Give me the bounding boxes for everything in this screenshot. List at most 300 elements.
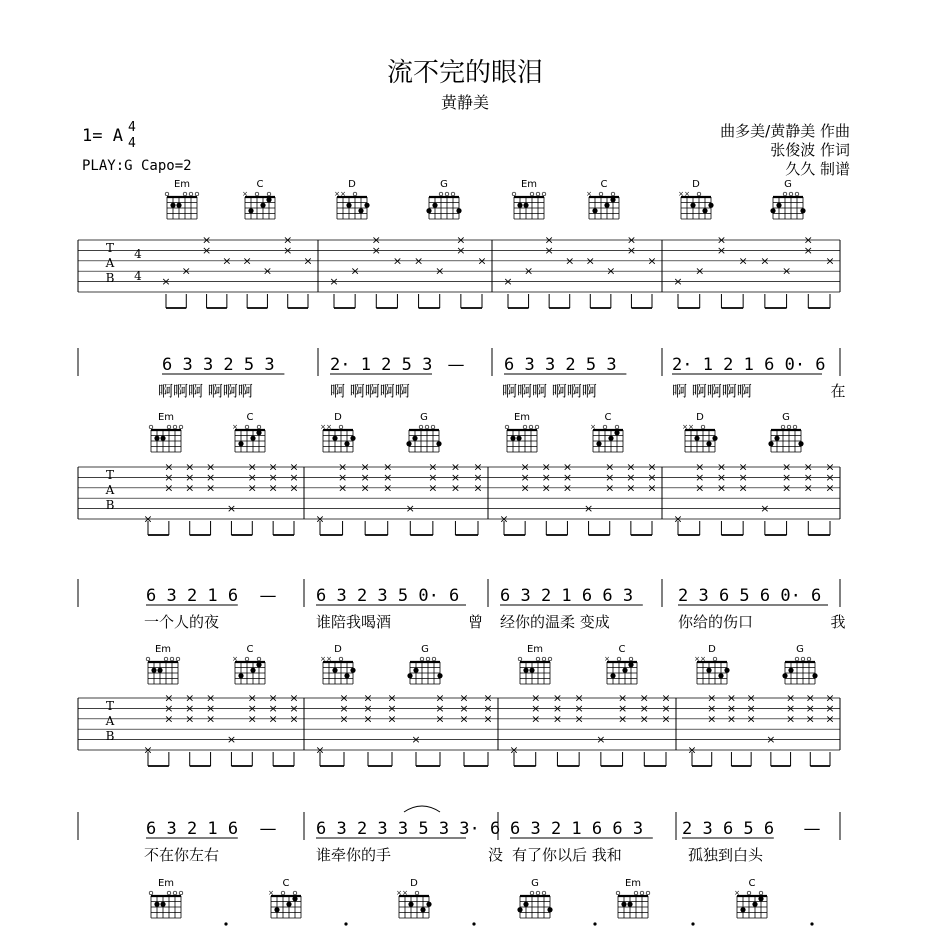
chord-name: G (531, 878, 539, 889)
finger-dot (413, 668, 418, 673)
finger-dot (788, 668, 793, 673)
chord-name: D (708, 644, 716, 655)
tab-note: × (268, 470, 278, 484)
tab-note: × (435, 701, 445, 715)
tab-note: × (661, 712, 671, 726)
chord-name: G (796, 644, 804, 655)
tab-note: × (392, 254, 403, 268)
chord-name: D (334, 644, 342, 655)
open-string-mark (195, 192, 199, 196)
finger-dot (256, 430, 261, 435)
tab-note: × (283, 243, 293, 257)
chord-name: D (692, 179, 700, 190)
tab-note: × (520, 481, 530, 495)
finger-dot (752, 902, 757, 907)
open-string-mark (189, 192, 193, 196)
tab-note: × (450, 470, 461, 484)
notation-measure: 6 3 2 1 6 (146, 819, 239, 839)
play-capo-info: PLAY:G Capo=2 (82, 158, 192, 174)
tab-note: × (552, 701, 563, 715)
tab-note: × (803, 481, 813, 495)
notation-measure: 6 3 2 1 6 6 3 (500, 586, 634, 606)
finger-dot (364, 203, 369, 208)
tab-note: × (531, 701, 541, 715)
tab-note: × (825, 254, 835, 268)
open-string-mark (783, 192, 787, 196)
tab-note: × (673, 275, 683, 289)
chord-diagram-c (232, 644, 265, 684)
finger-dot (758, 896, 763, 901)
open-string-mark (183, 192, 187, 196)
finger-dot (812, 673, 817, 678)
chord-name: Em (526, 644, 544, 655)
tab-note: × (661, 701, 671, 715)
finger-dot (350, 668, 355, 673)
tab-note: × (360, 470, 370, 484)
open-string-mark (781, 425, 785, 429)
open-string-mark (353, 192, 357, 196)
open-string-mark (149, 891, 153, 895)
open-string-mark (542, 891, 546, 895)
chord-diagram-em (146, 644, 180, 684)
tab-note: × (760, 502, 770, 516)
open-string-mark (339, 657, 343, 661)
tab-note: × (738, 254, 748, 268)
chord-diagram-em (518, 644, 552, 684)
finger-dot (248, 208, 253, 213)
open-string-mark (179, 891, 183, 895)
tab-note: × (605, 470, 615, 484)
tab-note: × (825, 481, 835, 495)
tab-note: × (268, 481, 278, 495)
finger-dot (627, 902, 632, 907)
tab-note: × (541, 460, 551, 474)
tab-note: × (562, 460, 573, 474)
tab-note: × (509, 743, 519, 757)
tab-note: × (337, 481, 348, 495)
tab-note: × (459, 712, 469, 726)
open-string-mark (795, 657, 799, 661)
open-string-mark (432, 657, 436, 661)
open-string-mark (542, 192, 546, 196)
slur (404, 806, 440, 812)
tab-note: × (766, 733, 776, 747)
muted-string-mark: × (684, 190, 690, 198)
chord-diagram-d (320, 412, 356, 452)
tab-note: × (738, 460, 748, 474)
tab-note: × (143, 512, 153, 526)
chord-diagram-g (768, 412, 803, 452)
tab-note: × (544, 233, 554, 247)
chord-name: C (748, 878, 756, 889)
tab-note: × (805, 712, 815, 726)
tab-note: × (371, 243, 381, 257)
muted-string-mark: × (326, 423, 332, 431)
tab-note: × (726, 712, 737, 726)
tab-note: × (315, 743, 325, 757)
finger-dot (154, 436, 159, 441)
tab-note: × (785, 712, 796, 726)
finger-dot (776, 203, 781, 208)
open-string-mark (245, 657, 249, 661)
tab-note: × (552, 712, 563, 726)
open-string-mark (599, 192, 603, 196)
lyric-text: 一个人的夜 (144, 613, 220, 631)
notation-measure: 6 3 2 3 3 5 3 3· 6 (316, 819, 501, 839)
tab-note: × (617, 701, 628, 715)
open-string-mark (415, 891, 419, 895)
muted-string-mark: × (334, 190, 340, 198)
finger-dot (800, 208, 805, 213)
chord-diagram-em (149, 412, 183, 452)
sustain-dash: — (803, 819, 821, 839)
tab-note: × (164, 460, 174, 474)
tab-note: × (262, 264, 273, 278)
tab-note: × (803, 470, 813, 484)
tab-note: × (483, 691, 493, 705)
tab-note: × (574, 712, 584, 726)
tab-note: × (716, 470, 727, 484)
finger-dot (436, 441, 441, 446)
chord-name: Em (520, 179, 538, 190)
chord-name: C (618, 644, 626, 655)
lyric-text: 谁陪我喝酒 (316, 613, 392, 631)
tab-note: × (541, 470, 551, 484)
tab-note: × (247, 691, 257, 705)
chord-diagram-c (586, 179, 619, 219)
open-string-mark (615, 425, 619, 429)
tab-note: × (247, 481, 257, 495)
tab-note: × (164, 691, 174, 705)
finger-dot (408, 902, 413, 907)
muted-string-mark: × (242, 190, 248, 198)
tab-note: × (825, 701, 835, 715)
tab-note: × (639, 701, 649, 715)
tab-note: × (707, 712, 717, 726)
tab-note: × (201, 233, 212, 247)
tab-note: × (205, 470, 216, 484)
open-string-mark (611, 192, 615, 196)
tab-clef-letter: T (105, 468, 115, 482)
lyric-text: 谁牵你的手 (316, 846, 392, 864)
finger-dot (782, 673, 787, 678)
chord-name: C (604, 412, 612, 423)
tab-note: × (626, 470, 636, 484)
chord-name: G (420, 412, 428, 423)
open-string-mark (518, 657, 522, 661)
muted-string-mark: × (688, 423, 694, 431)
open-string-mark (603, 425, 607, 429)
tab-clef-letter: T (105, 241, 115, 255)
tab-note: × (746, 712, 756, 726)
finger-dot (798, 441, 803, 446)
open-string-mark (617, 657, 621, 661)
rhythm-dot (224, 922, 227, 925)
tab-note: × (647, 481, 657, 495)
tab-note: × (585, 254, 595, 268)
muted-string-mark: × (682, 423, 688, 431)
chord-diagram-d (396, 878, 432, 918)
tab-note: × (289, 712, 299, 726)
muted-string-mark: × (590, 423, 596, 431)
chord-diagram-em (505, 412, 539, 452)
tab-note: × (695, 460, 705, 474)
open-string-mark (167, 891, 171, 895)
notation-measure: 6 3 3 2 5 3 (504, 355, 617, 375)
chord-diagram-d (694, 644, 730, 684)
tab-note: × (626, 481, 636, 495)
tab-note: × (617, 712, 628, 726)
open-string-mark (787, 425, 791, 429)
tab-note: × (781, 264, 792, 278)
open-string-mark (529, 425, 533, 429)
finger-dot (437, 673, 442, 678)
lyric-text: 我 (830, 613, 846, 631)
tab-note: × (605, 481, 615, 495)
chord-diagram-c (232, 412, 265, 452)
muted-string-mark: × (694, 655, 700, 663)
muted-string-mark: × (734, 889, 740, 897)
lyric-text: 啊 啊啊啊啊 (672, 382, 752, 400)
tab-note: × (803, 243, 813, 257)
open-string-mark (523, 425, 527, 429)
notation-measure: 2 3 6 5 6 0· 6 (678, 586, 822, 606)
tab-note: × (289, 460, 299, 474)
tab-note: × (695, 481, 705, 495)
finger-dot (170, 203, 175, 208)
open-string-mark (165, 192, 169, 196)
tab-note: × (268, 691, 278, 705)
open-string-mark (530, 891, 534, 895)
tab-note: × (205, 460, 216, 474)
open-string-mark (536, 192, 540, 196)
tab-note: × (707, 691, 717, 705)
chord-name: C (282, 878, 290, 889)
tab-note: × (647, 460, 657, 474)
chord-name: Em (513, 412, 531, 423)
finger-dot (332, 668, 337, 673)
finger-dot (406, 441, 411, 446)
tab-note: × (825, 470, 835, 484)
tab-note: × (143, 743, 153, 757)
tab-note: × (531, 712, 541, 726)
tab-note: × (541, 481, 551, 495)
open-string-mark (634, 891, 638, 895)
tab-note: × (226, 733, 237, 747)
tab-note: × (289, 691, 299, 705)
tab-note: × (289, 701, 299, 715)
finger-dot (432, 203, 437, 208)
tab-note: × (626, 243, 637, 257)
rhythm-dot (593, 922, 596, 925)
tab-note: × (337, 460, 348, 474)
tab-note: × (687, 743, 697, 757)
tab-note: × (596, 733, 606, 747)
tab-note: × (583, 502, 594, 516)
open-string-mark (426, 657, 430, 661)
tab-note: × (185, 691, 195, 705)
chord-diagram-d (682, 412, 718, 452)
open-string-mark (713, 657, 717, 661)
notation-measure: 6 3 2 1 6 (146, 586, 239, 606)
tab-note: × (428, 460, 438, 474)
tab-note: × (181, 264, 191, 278)
finger-dot (344, 673, 349, 678)
chord-diagram-c (268, 878, 301, 918)
tab-note: × (574, 691, 584, 705)
finger-dot (718, 673, 723, 678)
open-string-mark (425, 425, 429, 429)
notation-measure: 2 3 6 5 6 (682, 819, 775, 839)
tab-clef-letter: B (105, 271, 115, 285)
sustain-dash: — (447, 355, 465, 375)
tab-note: × (363, 712, 373, 726)
tab-note: × (363, 691, 373, 705)
muted-string-mark: × (326, 655, 332, 663)
chord-name: C (600, 179, 608, 190)
tab-clef-letter: A (105, 483, 115, 497)
tab-clef-letter: T (105, 699, 115, 713)
finger-dot (596, 441, 601, 446)
open-string-mark (445, 192, 449, 196)
finger-dot (740, 907, 745, 912)
tab-note: × (201, 243, 212, 257)
open-string-mark (505, 425, 509, 429)
finger-dot (621, 902, 626, 907)
tab-note: × (785, 701, 796, 715)
open-string-mark (512, 192, 516, 196)
open-string-mark (281, 891, 285, 895)
sustain-dash: — (259, 586, 277, 606)
chord-name: G (421, 644, 429, 655)
tab-note: × (315, 512, 325, 526)
tab-note: × (363, 701, 373, 715)
tab-note: × (428, 481, 438, 495)
finger-dot (708, 203, 713, 208)
tab-note: × (337, 470, 348, 484)
chord-diagram-g (406, 412, 441, 452)
chord-diagram-g (782, 644, 817, 684)
tab-note: × (360, 460, 370, 474)
open-string-mark (439, 192, 443, 196)
finger-dot (286, 902, 291, 907)
time-signature-top: 4 (128, 120, 136, 135)
tab-note: × (205, 691, 216, 705)
open-string-mark (795, 192, 799, 196)
tab-note: × (387, 712, 397, 726)
tab-note: × (450, 481, 461, 495)
open-string-mark (530, 192, 534, 196)
finger-dot (628, 662, 633, 667)
tab-clef-letter: B (105, 498, 115, 512)
open-string-mark (149, 425, 153, 429)
tab-note: × (289, 470, 299, 484)
chord-diagram-c (734, 878, 767, 918)
open-string-mark (431, 425, 435, 429)
finger-dot (622, 668, 627, 673)
finger-dot (517, 907, 522, 912)
open-string-mark (173, 891, 177, 895)
open-string-mark (170, 657, 174, 661)
finger-dot (292, 896, 297, 901)
chord-diagram-g (770, 179, 805, 219)
tab-note: × (268, 460, 278, 474)
chord-diagram-em (512, 179, 546, 219)
finger-dot (426, 902, 431, 907)
tab-note: × (383, 481, 393, 495)
tab-note: × (695, 470, 705, 484)
tab-note: × (574, 701, 584, 715)
muted-string-mark: × (268, 889, 274, 897)
open-string-mark (179, 425, 183, 429)
chord-name: D (334, 412, 342, 423)
tab-note: × (247, 712, 257, 726)
finger-dot (774, 436, 779, 441)
open-string-mark (536, 891, 540, 895)
tab-note: × (626, 460, 636, 474)
open-string-mark (548, 657, 552, 661)
tab-note: × (781, 470, 792, 484)
tab-note: × (716, 243, 727, 257)
credit-tab: 久久 制谱 (785, 160, 850, 178)
chord-name: Em (624, 878, 642, 889)
notation-measure: 2· 1 2 1 6 0· 6 (672, 355, 826, 375)
chord-diagram-d (678, 179, 714, 219)
finger-dot (712, 436, 717, 441)
tab-note: × (803, 460, 813, 474)
muted-string-mark: × (604, 655, 610, 663)
tab-note: × (639, 712, 649, 726)
tab-note: × (185, 470, 195, 484)
tab-note: × (387, 701, 397, 715)
tab-note: × (205, 701, 216, 715)
muted-string-mark: × (320, 423, 326, 431)
tab-note: × (456, 243, 466, 257)
chord-diagram-g (426, 179, 461, 219)
tab-note: × (716, 481, 727, 495)
finger-dot (517, 203, 522, 208)
open-string-mark (701, 425, 705, 429)
tab-note: × (805, 691, 815, 705)
muted-string-mark: × (586, 190, 592, 198)
chord-diagram-em (616, 878, 650, 918)
muted-string-mark: × (396, 889, 402, 897)
tab-note: × (738, 470, 748, 484)
tab-time-top: 4 (134, 247, 142, 261)
open-string-mark (536, 657, 540, 661)
open-string-mark (646, 891, 650, 895)
chord-diagram-c (242, 179, 275, 219)
open-string-mark (542, 657, 546, 661)
open-string-mark (535, 425, 539, 429)
tab-note: × (531, 691, 541, 705)
tab-note: × (405, 502, 415, 516)
tab-note: × (339, 691, 349, 705)
open-string-mark (339, 425, 343, 429)
tab-note: × (785, 691, 796, 705)
tab-note: × (673, 512, 683, 526)
lyric-text: 在 (830, 382, 846, 400)
tab-note: × (781, 481, 792, 495)
chord-diagram-d (320, 644, 356, 684)
finger-dot (407, 673, 412, 678)
chord-name: G (440, 179, 448, 190)
sustain-dash: — (259, 819, 277, 839)
singer-name: 黄静美 (440, 93, 489, 112)
muted-string-mark: × (232, 655, 238, 663)
tab-note: × (456, 233, 466, 247)
tab-note: × (746, 701, 756, 715)
